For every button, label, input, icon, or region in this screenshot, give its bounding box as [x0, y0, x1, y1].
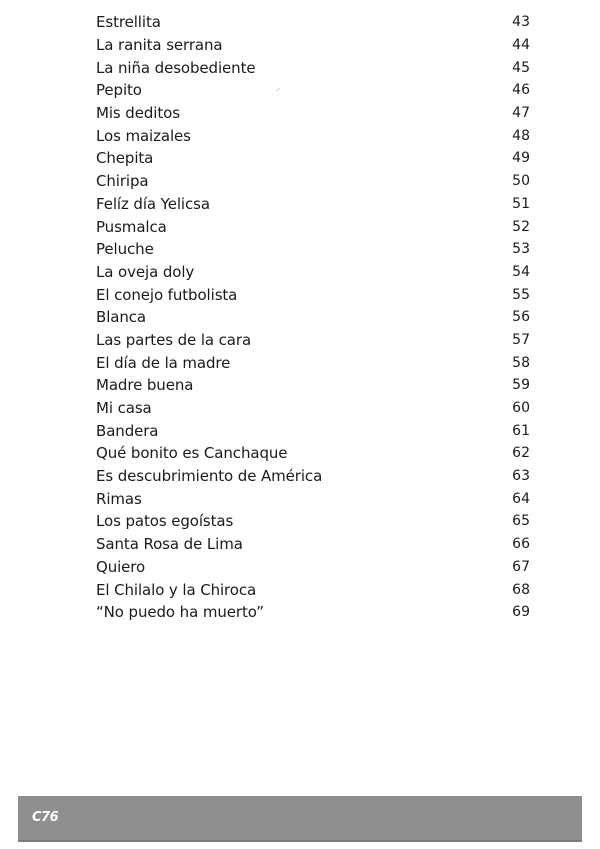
toc-entry-page: 59	[512, 377, 530, 394]
toc-entry	[96, 170, 532, 193]
toc-entry	[96, 601, 532, 624]
toc-entry	[96, 193, 532, 216]
toc-entry-page: 55	[512, 286, 530, 303]
toc-entry-page: 67	[512, 558, 530, 575]
toc-entry-page: 56	[512, 309, 530, 326]
toc-entry	[96, 487, 532, 510]
toc-entry-title: La ranita serrana	[96, 36, 223, 55]
toc-entry-page: 60	[512, 400, 530, 417]
toc-entry-title: Chiripa	[96, 172, 149, 191]
toc-entry	[96, 397, 532, 420]
toc-entry	[96, 283, 532, 306]
toc-entry-title: Los patos egoístas	[96, 512, 234, 531]
toc-entry	[96, 533, 532, 556]
toc-entry	[96, 329, 532, 352]
toc-entry-page: 53	[512, 241, 530, 258]
toc-entry-page: 69	[512, 604, 530, 621]
toc-entry-title: El día de la madre	[96, 353, 231, 372]
toc-entry-title: Madre buena	[96, 376, 194, 395]
toc-entry	[96, 465, 532, 488]
toc-entry-page: 47	[512, 105, 530, 122]
toc-entry-page: 44	[512, 37, 530, 54]
toc-entry	[96, 79, 532, 102]
toc-entry	[96, 34, 532, 57]
toc-entry	[96, 306, 532, 329]
toc-entry-page: 45	[512, 59, 530, 76]
toc-entry-title: Felíz día Yelicsa	[96, 194, 210, 213]
toc-entry-page: 64	[512, 490, 530, 507]
toc-entry-page: 68	[512, 581, 530, 598]
toc-entry	[96, 102, 532, 125]
toc-entry	[96, 215, 532, 238]
toc-entry-title: Estrellita	[96, 13, 161, 32]
toc-entry-title: Bandera	[96, 421, 159, 440]
toc-entry-title: Pusmalca	[96, 217, 167, 236]
toc-entry-title: Santa Rosa de Lima	[96, 535, 243, 554]
toc-entry-title: Quiero	[96, 557, 146, 576]
toc-entry-page: 66	[512, 536, 530, 553]
toc-entry-title: Pepito	[96, 81, 142, 100]
page-number: C76	[32, 810, 59, 825]
toc-entry	[96, 56, 532, 79]
toc-entry	[96, 419, 532, 442]
toc-entry	[96, 124, 532, 147]
toc-entry-page: 57	[512, 331, 530, 348]
toc-entry-title: Es descubrimiento de América	[96, 467, 323, 486]
toc-entry-page: 63	[512, 468, 530, 485]
table-of-contents	[96, 11, 532, 624]
toc-entry-title: Peluche	[96, 240, 154, 259]
toc-entry	[96, 556, 532, 579]
footer-bar	[18, 796, 582, 842]
toc-entry-title: El conejo futbolista	[96, 285, 238, 304]
toc-entry-title: “No puedo ha muerto”	[96, 603, 264, 622]
toc-entry-title: Qué bonito es Canchaque	[96, 444, 288, 463]
toc-entry-page: 52	[512, 218, 530, 235]
toc-entry-title: El Chilalo y la Chiroca	[96, 580, 257, 599]
toc-entry-title: Rimas	[96, 489, 142, 508]
toc-entry	[96, 374, 532, 397]
toc-entry	[96, 11, 532, 34]
toc-entry-title: Los maizales	[96, 126, 191, 145]
toc-entry-page: 61	[512, 422, 530, 439]
toc-entry-page: 50	[512, 173, 530, 190]
toc-entry	[96, 578, 532, 601]
toc-entry	[96, 261, 532, 284]
toc-entry	[96, 238, 532, 261]
toc-entry-page: 43	[512, 14, 530, 31]
toc-entry-page: 51	[512, 195, 530, 212]
toc-entry	[96, 147, 532, 170]
toc-entry-title: Las partes de la cara	[96, 330, 252, 349]
toc-entry	[96, 442, 532, 465]
toc-entry-title: La niña desobediente	[96, 58, 256, 77]
toc-entry-page: 62	[512, 445, 530, 462]
toc-entry-page: 58	[512, 354, 530, 371]
toc-entry-title: Mi casa	[96, 399, 152, 418]
toc-entry-page: 65	[512, 513, 530, 530]
toc-entry-page: 46	[512, 82, 530, 99]
toc-entry-page: 54	[512, 263, 530, 280]
toc-entry-title: Blanca	[96, 308, 146, 327]
toc-entry-page: 49	[512, 150, 530, 167]
toc-entry	[96, 510, 532, 533]
toc-entry	[96, 351, 532, 374]
toc-entry-page: 48	[512, 127, 530, 144]
toc-entry-title: Chepita	[96, 149, 154, 168]
toc-entry-title: Mis deditos	[96, 104, 180, 123]
toc-entry-title: La oveja doly	[96, 262, 195, 281]
